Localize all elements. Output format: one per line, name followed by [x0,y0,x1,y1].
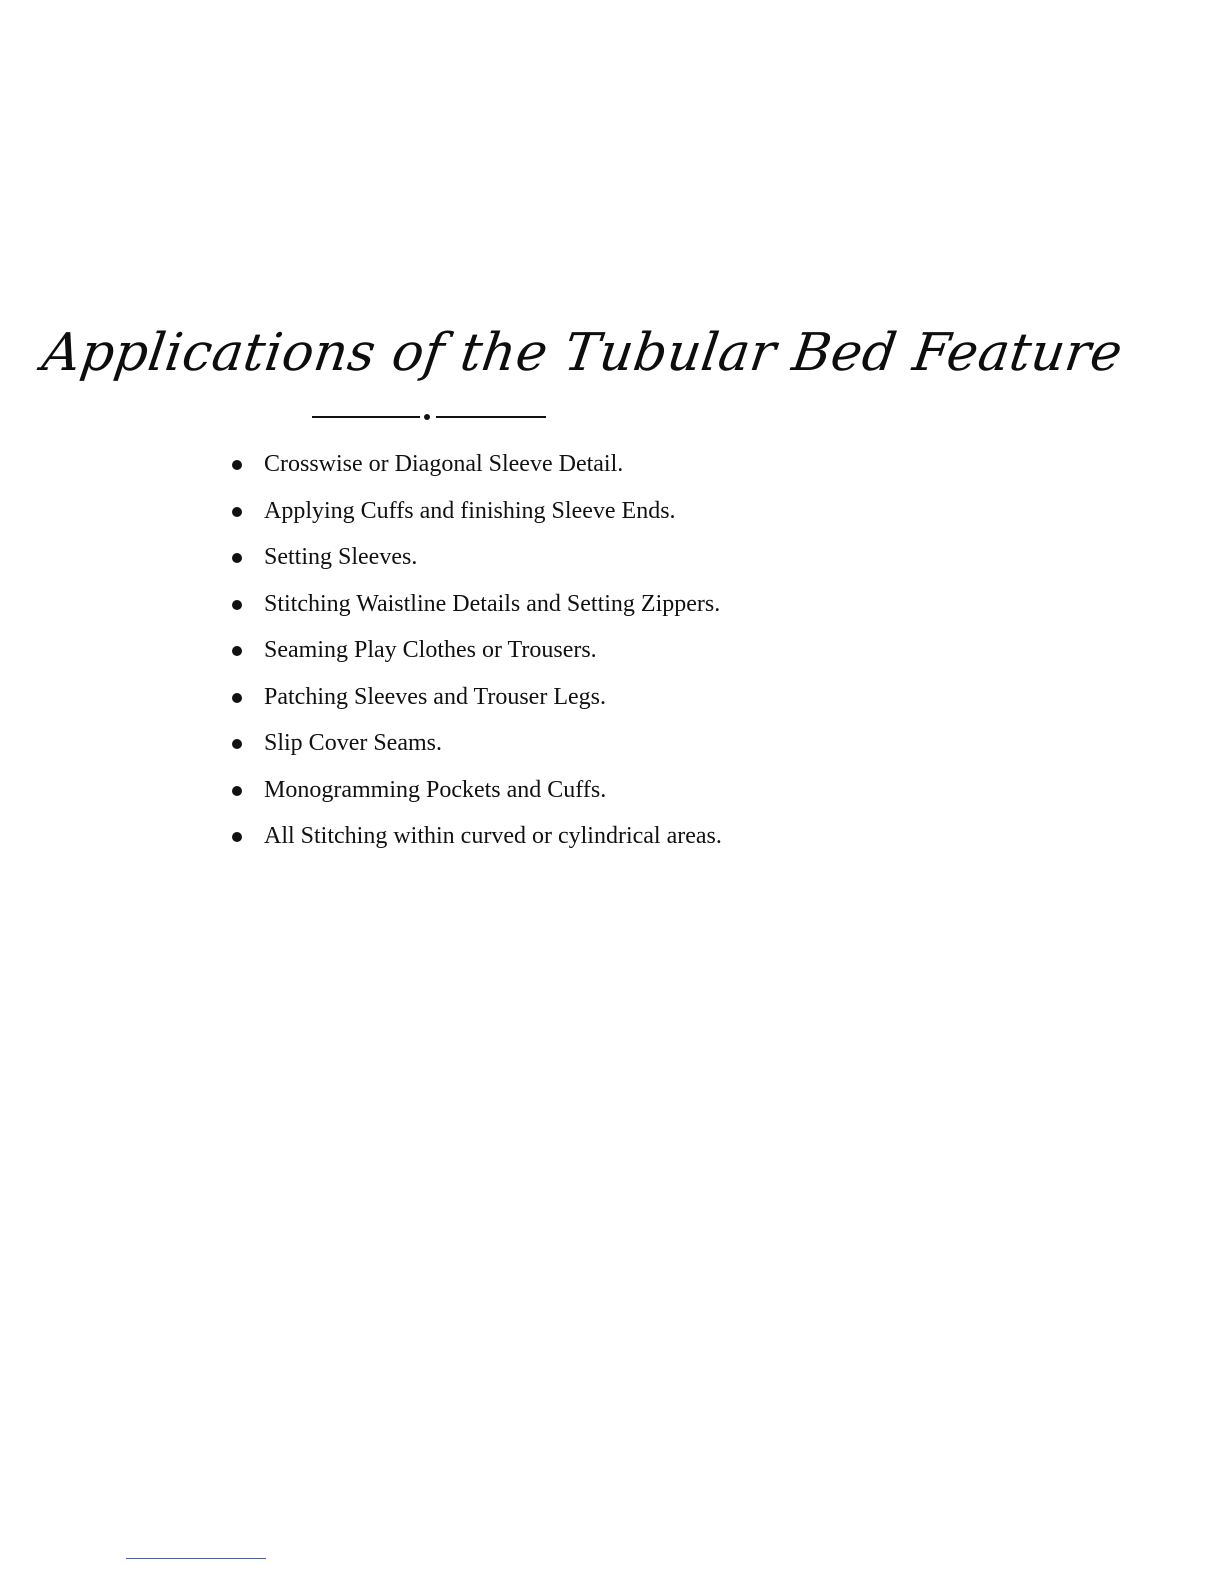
applications-list [232,444,872,863]
list-item [232,584,872,631]
list-item-text: Monogramming Pockets and Cuffs. [264,776,607,803]
list-item [232,723,872,770]
list-item-text: All Stitching within curved or cylindrical areas. [264,823,722,849]
list-item-text: Setting Sleeves. [264,544,418,570]
page-title: Applications of the Tubular Bed Feature [38,323,1127,383]
list-item-text: Stitching Waistline Details and Setting Zippers. [264,590,721,617]
bullet-icon [232,553,242,563]
list-item [232,444,872,491]
bullet-icon [232,786,242,796]
divider-line-left [312,416,420,418]
list-item-text: Slip Cover Seams. [264,730,442,756]
bullet-icon [232,693,242,703]
divider-dot-icon [424,414,430,420]
bullet-icon [232,646,242,656]
footnote-rule [126,1558,266,1559]
bullet-icon [232,739,242,749]
bullet-icon [232,507,242,517]
list-item [232,630,872,677]
list-item-text: Patching Sleeves and Trouser Legs. [264,683,606,710]
list-item-text: Seaming Play Clothes or Trousers. [264,637,597,663]
list-item [232,491,872,538]
ornamental-divider [312,410,546,424]
list-item-text: Applying Cuffs and finishing Sleeve Ends. [264,497,676,524]
bullet-icon [232,600,242,610]
list-item-text: Crosswise or Diagonal Sleeve Detail. [264,451,624,477]
list-item [232,537,872,584]
list-item [232,770,872,817]
list-item [232,816,872,863]
bullet-icon [232,460,242,470]
bullet-icon [232,832,242,842]
divider-line-right [436,416,546,418]
list-item [232,677,872,724]
